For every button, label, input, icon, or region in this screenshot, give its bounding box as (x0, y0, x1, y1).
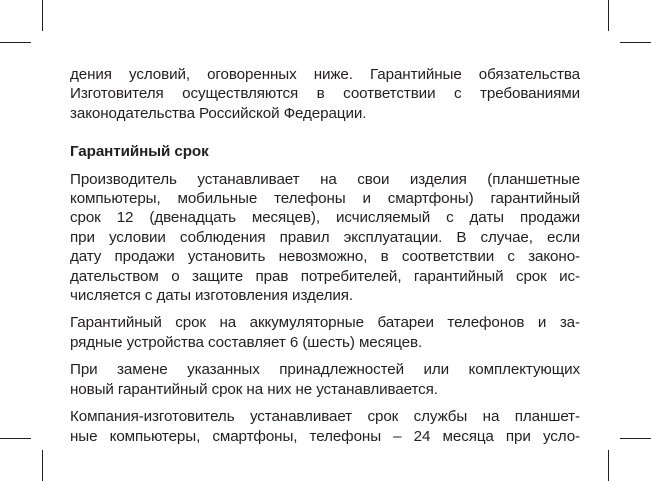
text-line: дату продажи установить невозможно, в соответствии с законо- (70, 248, 580, 266)
text-line: При замене указанных принадлежностей или комплектующих (70, 361, 580, 379)
service-life-paragraph (70, 407, 580, 446)
text-line: дения условий, оговоренных ниже. Гарантийные обязательства (70, 66, 580, 83)
text-line: Производитель устанавливает на свои изделия (планшетные (70, 170, 580, 188)
crop-mark-bottom-right-horizontal (620, 438, 651, 439)
intro-paragraph (70, 65, 580, 123)
text-line: срок 12 (двенадцать месяцев), исчисляемый с даты продажи (70, 209, 580, 227)
document-page-text (70, 65, 580, 446)
text-line: Гарантийный срок на аккумуляторные батареи телефонов и за- (70, 314, 580, 332)
text-line: числяется с даты изготовления изделия. (70, 287, 353, 305)
section-title: Гарантийный срок (70, 143, 209, 161)
text-line: Компания-изготовитель устанавливает срок службы на планшет- (70, 408, 580, 426)
battery-warranty-paragraph (70, 313, 580, 352)
crop-mark-top-right-vertical (608, 0, 609, 31)
text-line: законодательства Российской Федерации. (70, 104, 367, 122)
text-line: рядные устройства составляет 6 (шесть) месяцев. (70, 333, 423, 351)
text-line: дательством о защите прав потребителей, гарантийный срок ис- (70, 267, 580, 285)
text-line: при условии соблюдения правил эксплуатации. В случае, если (70, 228, 580, 246)
text-line: новый гарантийный срок на них не устанавливается. (70, 380, 438, 398)
warranty-period-paragraph (70, 170, 580, 306)
crop-mark-bottom-left-vertical (42, 450, 43, 481)
crop-mark-bottom-right-vertical (608, 450, 609, 481)
text-line: Изготовителя осуществляются в соответствии с требованиями (70, 85, 580, 103)
text-line: компьютеры, мобильные телефоны и смартфоны) гарантийный (70, 190, 580, 208)
crop-mark-bottom-left-horizontal (0, 438, 31, 439)
replacement-parts-paragraph (70, 360, 580, 399)
text-line: ные компьютеры, смартфоны, телефоны – 24 месяца при усло- (70, 427, 580, 445)
crop-mark-top-right-horizontal (620, 42, 651, 43)
crop-mark-top-left-vertical (42, 0, 43, 31)
crop-mark-top-left-horizontal (0, 42, 31, 43)
